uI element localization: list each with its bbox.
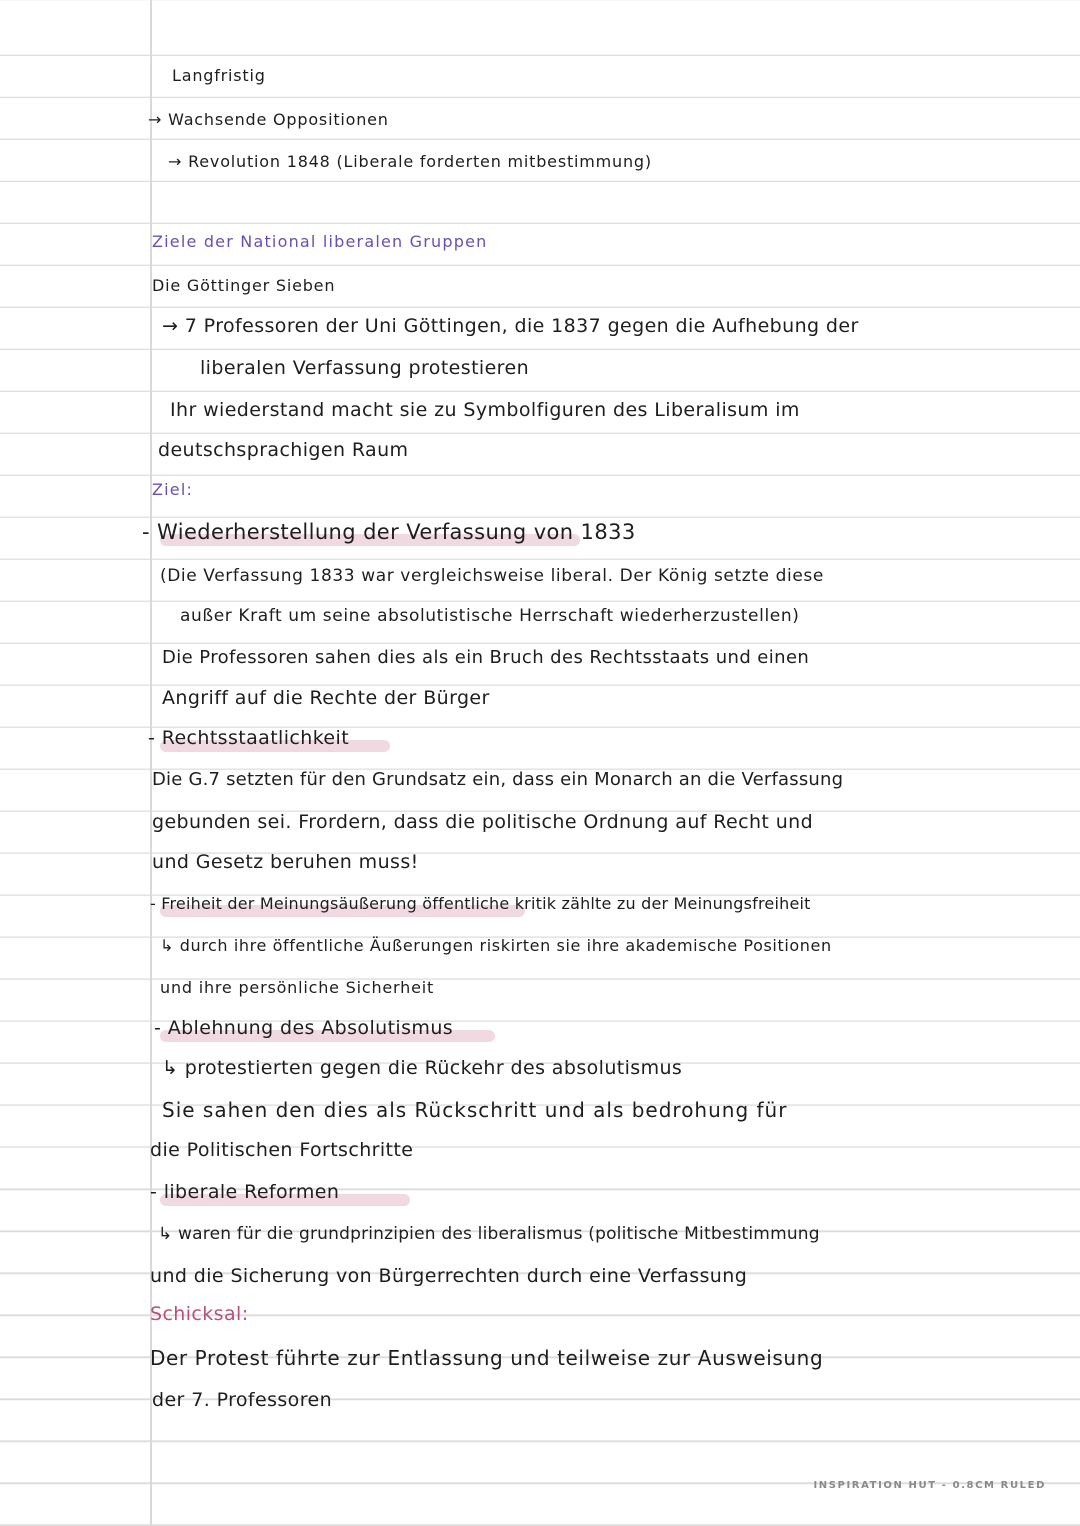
note-line: Sie sahen den dies als Rückschritt und als bedrohung für (162, 1098, 788, 1122)
note-line: ↳ protestierten gegen die Rückehr des absolutismus (162, 1057, 683, 1079)
note-line: die Politischen Fortschritte (150, 1139, 414, 1161)
note-line: und ihre persönliche Sicherheit (160, 978, 435, 997)
note-line: Langfristig (172, 66, 266, 85)
note-line: (Die Verfassung 1833 war vergleichsweise liberal. Der König setzte diese (160, 566, 824, 586)
note-line: liberalen Verfassung protestieren (200, 357, 530, 379)
note-line: gebunden sei. Frordern, dass die politische Ordnung auf Recht und (152, 811, 814, 833)
note-line: Die G.7 setzten für den Grundsatz ein, dass ein Monarch an die Verfassung (152, 769, 844, 790)
margin-line (150, 0, 152, 1526)
section-heading: Ziele der National liberalen Gruppen (152, 232, 488, 251)
note-line: Ihr wiederstand macht sie zu Symbolfiguren des Liberalisum im (170, 399, 800, 421)
section-heading: Ziel: (152, 480, 194, 499)
section-heading: Schicksal: (150, 1303, 249, 1325)
note-line: Die Professoren sahen dies als ein Bruch des Rechtsstaats und einen (162, 647, 810, 668)
note-line: Der Protest führte zur Entlassung und teilweise zur Ausweisung (150, 1346, 824, 1370)
note-line: → Wachsende Oppositionen (148, 110, 389, 129)
note-line: und Gesetz beruhen muss! (152, 851, 419, 873)
note-line: - Ablehnung des Absolutismus (154, 1017, 454, 1039)
note-line: ↳ durch ihre öffentliche Äußerungen riskirten sie ihre akademische Positionen (160, 936, 832, 955)
note-line: - Rechtsstaatlichkeit (148, 727, 350, 749)
note-line: deutschsprachigen Raum (158, 439, 409, 461)
note-line: - liberale Reformen (150, 1181, 340, 1203)
note-line: - Wiederherstellung der Verfassung von 1833 (142, 520, 636, 544)
note-line: → 7 Professoren der Uni Göttingen, die 1837 gegen die Aufhebung der (162, 315, 859, 337)
note-line: - Freiheit der Meinungsäußerung öffentliche kritik zählte zu der Meinungsfreiheit (150, 894, 811, 913)
note-line: → Revolution 1848 (Liberale forderten mitbestimmung) (168, 152, 652, 171)
paper-brand-footer: INSPIRATION HUT - 0.8CM RULED (813, 1480, 1046, 1491)
note-line: ↳ waren für die grundprinzipien des liberalismus (politische Mitbestimmung (158, 1224, 820, 1244)
note-line: und die Sicherung von Bürgerrechten durch eine Verfassung (150, 1265, 748, 1287)
note-line: Angriff auf die Rechte der Bürger (162, 687, 490, 709)
note-line: der 7. Professoren (152, 1389, 333, 1411)
note-line: außer Kraft um seine absolutistische Herrschaft wiederherzustellen) (180, 606, 800, 626)
note-line: Die Göttinger Sieben (152, 276, 336, 295)
